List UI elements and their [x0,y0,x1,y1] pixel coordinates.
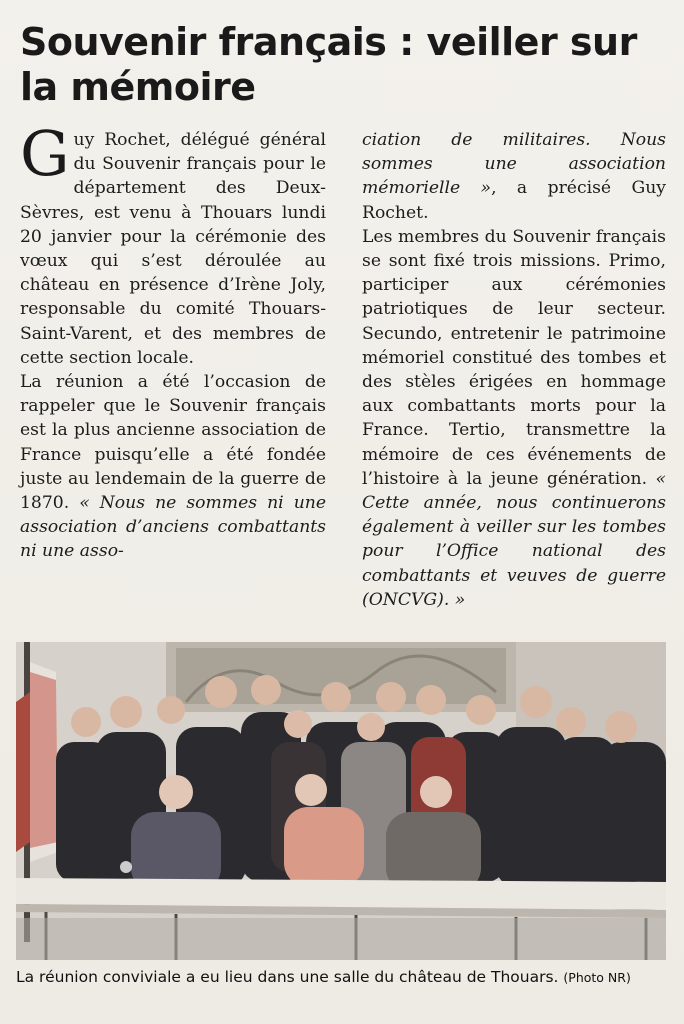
quote-start: « Nous ne sommes ni une association d’anciens combattants ni une asso- [20,493,327,562]
paragraph-history [20,370,326,564]
paragraph-missions-text: Les membres du Souvenir français se sont fixé trois missions. Primo, participer aux cérémonies patriotiques de leur secteur. Secundo, entretenir le patrimoine mémoriel constitué des tombes et des stèles érigées en hommage aux combattants morts pour la France. Tertio, transmettre la mémoire de ces événements de l’histoire à la jeune génération. [362,226,666,489]
quote-attribution: , a précisé Guy Rochet. [362,178,666,223]
photo-caption [16,966,666,989]
group-photo-illustration [16,642,666,960]
caption-text: La réunion conviviale a eu lieu dans une salle du château de Thouars. [16,968,559,986]
paragraph-missions [362,225,666,612]
paragraph-quote-end [362,128,666,225]
paragraph-history-text: La réunion a été l’occasion de rappeler que le Souvenir français est la plus ancienne association de France puisqu’elle a été fondée juste au lendemain de la guerre de 1870. [20,372,326,514]
paragraph-intro-text: uy Rochet, délégué général du Souvenir français pour le département des Deux-Sèvres, est venu à Thouars lundi 20 janvier pour la cérémonie des vœux qui s’est déroulée au château en présence d’Irène Joly, responsable du comité Thouars-Saint-Varent, et des membres de cette section locale. [20,130,326,368]
quote-continuation: ciation de militaires. Nous sommes une association mémorielle » [362,130,666,199]
photo-credit: (Photo NR) [563,970,631,985]
headline: Souvenir français : veiller sur la mémoire [20,20,637,109]
dropcap: G [20,117,70,190]
quote-missions: « Cette année, nous continuerons également à veiller sur les tombes pour l’Office national des combattants et veuves de guerre (ONCVG). » [362,468,666,610]
group-photo [16,642,666,960]
article-column-left [20,117,327,564]
article-column-right [362,128,666,612]
paragraph-intro [20,117,326,370]
bleed-through-top [300,2,660,16]
